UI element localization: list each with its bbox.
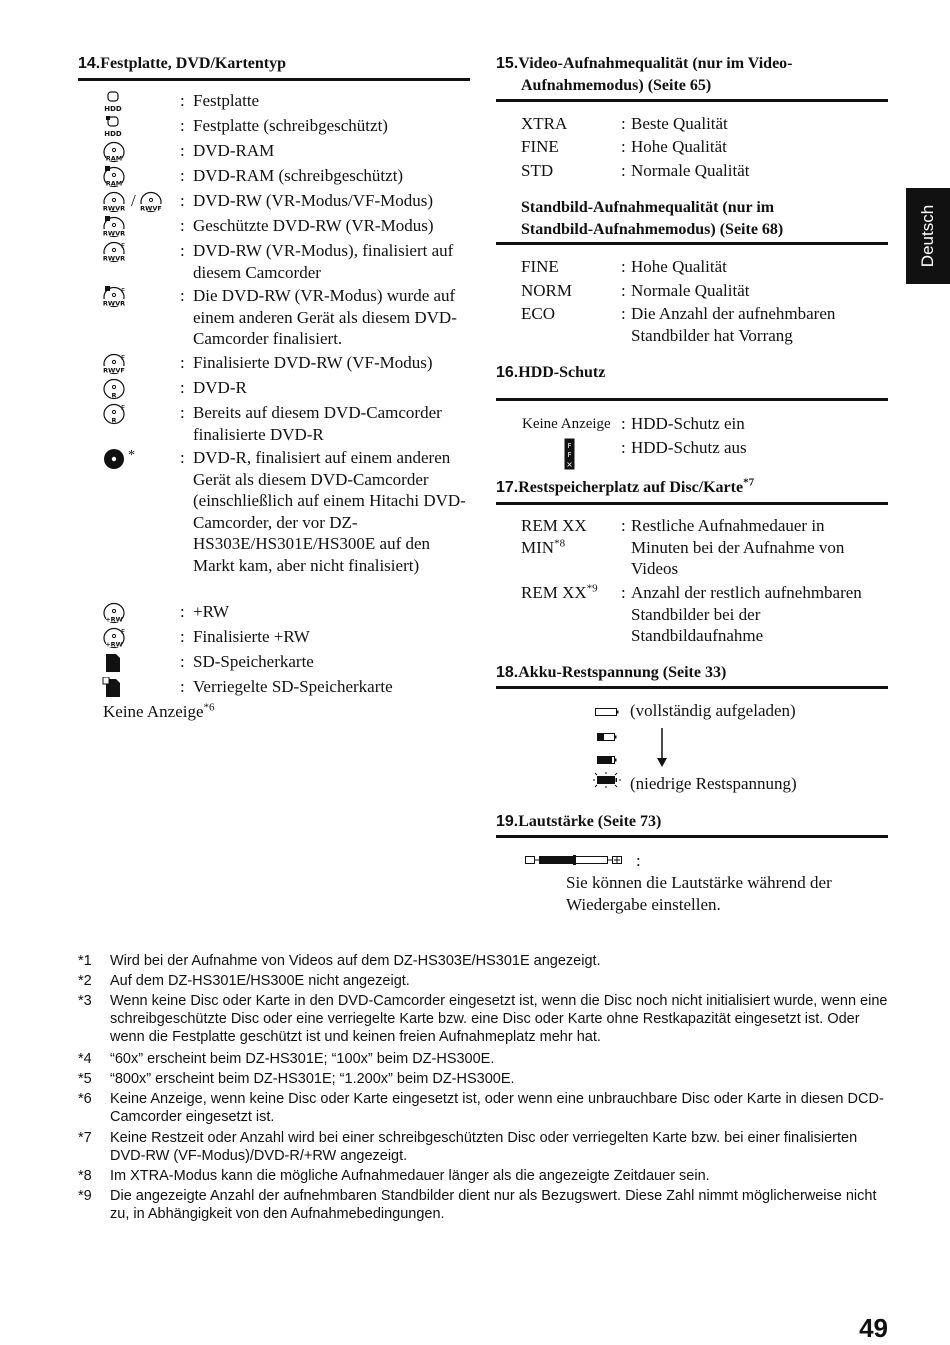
svg-text:F: F	[121, 628, 126, 636]
video-quality-desc: Hohe Qualität	[631, 137, 727, 156]
footnote-mark: *7	[78, 1130, 92, 1146]
dvd-ram-icon	[102, 141, 128, 168]
plus-rw-icon	[102, 602, 128, 629]
rem-count-key: REM XX$^{*9}$	[521, 582, 598, 602]
media-type-desc: DVD-R	[193, 378, 247, 397]
arrow-down-icon	[656, 728, 668, 773]
colon: :	[180, 116, 185, 135]
footnote-mark: *6	[78, 1091, 92, 1107]
hdd-off-icon	[564, 438, 575, 475]
footnote-text: Keine Restzeit oder Anzahl wird bei einer schreibgeschützten Disc oder verriegelten Karte bzw. bei einer finalisierten DVD-RW (VF-Modus)/DVD-R/+RW angezeigt.	[110, 1130, 858, 1164]
page-number: 49	[859, 1313, 888, 1343]
footnote-text: Keine Anzeige, wenn keine Disc oder Karte eingesetzt ist, oder wenn eine unbrauchbare Disc oder Karte in diesen DCD-Camcorder eingesetzt ist.	[110, 1091, 884, 1125]
hdd-protected-icon	[102, 116, 124, 143]
media-type-desc: DVD-R, finalisiert auf einem anderen Gerät als diesem DVD-Camcorder (einschließlich auf einem Hitachi DVD-Camcorder, der vor DZ-HS303E/HS301E/HS300E auf den Markt kam, aber nicht finalisiert)	[193, 448, 466, 575]
colon: :	[180, 191, 185, 210]
footnote-mark: *5	[78, 1071, 92, 1087]
dvd-ram-protected-icon	[102, 166, 128, 193]
colon: :	[180, 91, 185, 110]
battery-empty-blinking-icon	[593, 772, 621, 793]
video-quality-desc: Normale Qualität	[631, 161, 750, 180]
svg-text:RWVR: RWVR	[102, 229, 126, 238]
colon: :	[621, 414, 626, 433]
svg-text:HDD: HDD	[104, 130, 122, 138]
rem-count-desc: Anzahl der restlich aufnehmbaren Standbilder bei der Standbildaufnahme	[631, 583, 862, 645]
colon: :	[180, 241, 185, 260]
svg-text:+RW: +RW	[105, 615, 123, 624]
colon: :	[180, 602, 185, 621]
media-type-desc: Festplatte (schreibgeschützt)	[193, 116, 388, 135]
rem-min-desc: Restliche Aufnahmedauer in Minuten bei der Aufnahme von Videos	[631, 516, 845, 578]
media-type-desc: Die DVD-RW (VR-Modus) wurde auf einem anderen Gerät als diesem DVD-Camcorder finalisiert.	[193, 286, 457, 348]
colon: :	[636, 851, 641, 870]
disc-finalized-other-icon	[102, 448, 135, 475]
svg-text:R: R	[111, 391, 117, 400]
media-type-desc: DVD-RW (VR-Modus/VF-Modus)	[193, 191, 434, 210]
hdd-icon	[102, 91, 124, 118]
svg-text:F: F	[567, 451, 572, 459]
section-18-heading: 18.Akku-Restspannung (Seite 33)	[496, 664, 727, 681]
svg-text:RWVR: RWVR	[102, 254, 126, 263]
hdd-protect-key: Keine Anzeige	[522, 416, 611, 432]
no-display-label: Keine Anzeige$^{*6}$	[103, 701, 215, 721]
colon: :	[621, 137, 626, 156]
colon: :	[621, 438, 626, 457]
still-quality-desc: Hohe Qualität	[631, 257, 727, 276]
svg-text:RAM: RAM	[105, 179, 123, 188]
media-type-desc: Bereits auf diesem DVD-Camcorder finalisierte DVD-R	[193, 403, 442, 444]
section-18-rule	[496, 686, 888, 689]
language-tab: Deutsch	[906, 188, 950, 284]
media-type-desc: DVD-RAM	[193, 141, 275, 160]
colon: :	[621, 281, 626, 300]
colon: :	[180, 166, 185, 185]
footnote-text: Im XTRA-Modus kann die mögliche Aufnahmedauer länger als die angezeigte Zeitdauer sein.	[110, 1168, 710, 1184]
footnote-mark: *8	[78, 1168, 92, 1184]
still-quality-desc: Normale Qualität	[631, 281, 750, 300]
svg-text:RWVR: RWVR	[102, 299, 126, 308]
colon: :	[180, 652, 185, 671]
section-19-rule	[496, 835, 888, 838]
media-type-desc: SD-Speicherkarte	[193, 652, 314, 671]
svg-text:F: F	[121, 287, 126, 295]
battery-low-desc: (niedrige Restspannung)	[630, 774, 797, 793]
footnote-text: Wird bei der Aufnahme von Videos auf dem DZ-HS303E/HS301E angezeigt.	[110, 953, 601, 969]
section-14-rule	[78, 78, 470, 81]
media-type-desc: DVD-RW (VR-Modus), finalisiert auf diesem Camcorder	[193, 241, 454, 282]
colon: :	[621, 161, 626, 180]
footnote-text: Die angezeigte Anzahl der aufnehmbaren Standbilder dient nur als Bezugswert. Diese Zahl nimmt möglicherweise nicht zu, in Abhängigkeit von den Aufnahmebedingungen.	[110, 1188, 877, 1222]
svg-text:F: F	[567, 442, 572, 450]
battery-full-desc: (vollständig aufgeladen)	[630, 701, 796, 720]
svg-text:+RW: +RW	[105, 640, 123, 649]
svg-text:F: F	[121, 404, 126, 412]
media-type-desc: Geschützte DVD-RW (VR-Modus)	[193, 216, 434, 235]
sd-card-icon	[102, 652, 124, 679]
footnote-mark: *9	[78, 1188, 92, 1204]
footnote-text: Wenn keine Disc oder Karte in den DVD-Camcorder eingesetzt ist, wenn die Disc noch nicht initialisiert wurde, wenn eine schreibgeschützte Disc oder eine verriegelte Karte bzw. eine Disc oder Karte ohne Restkapazität eingesetzt ist. Oder wenn die Festplatte geschützt ist und keinen freien Aufnahmeplatz mehr hat.	[110, 993, 888, 1045]
svg-text:F: F	[121, 242, 126, 250]
battery-mid-icon	[597, 729, 617, 747]
volume-desc: Sie können die Lautstärke während der Wiedergabe einstellen.	[566, 873, 832, 914]
footnote-mark: *2	[78, 973, 92, 989]
still-quality-key: NORM	[521, 281, 573, 300]
video-quality-key: XTRA	[521, 114, 568, 133]
footnote-mark: *1	[78, 953, 92, 969]
colon: :	[621, 114, 626, 133]
colon: :	[621, 257, 626, 276]
footnote-mark: *4	[78, 1051, 92, 1067]
still-quality-key: ECO	[521, 304, 555, 323]
dvd-rw-finalized-icon	[102, 241, 128, 268]
section-15-rule	[496, 99, 888, 102]
svg-text:×: ×	[566, 460, 573, 469]
media-type-desc: +RW	[193, 602, 230, 621]
colon: :	[621, 516, 626, 535]
svg-text:HDD: HDD	[104, 105, 122, 113]
hdd-protect-on-desc: HDD-Schutz ein	[631, 414, 745, 433]
colon: :	[180, 403, 185, 422]
section-19-heading: 19.Lautstärke (Seite 73)	[496, 813, 662, 830]
colon: :	[180, 353, 185, 372]
still-quality-heading: Standbild-Aufnahmequalität (nur im Standbild-Aufnahmemodus) (Seite 68)	[521, 199, 784, 238]
svg-text:F: F	[121, 354, 126, 362]
footnote-text: Auf dem DZ-HS301E/HS300E nicht angezeigt.	[110, 973, 410, 989]
dvd-rw-vr-vf-icon	[102, 191, 165, 218]
volume-bar-icon	[525, 853, 625, 871]
video-quality-desc: Beste Qualität	[631, 114, 728, 133]
media-type-desc: Finalisierte DVD-RW (VF-Modus)	[193, 353, 433, 372]
svg-text:RWVF: RWVF	[139, 204, 162, 213]
still-quality-desc: Die Anzahl der aufnehmbaren Standbilder hat Vorrang	[631, 304, 836, 345]
media-type-desc: Verriegelte SD-Speicherkarte	[193, 677, 393, 696]
sd-card-locked-icon	[102, 677, 124, 704]
battery-full-icon	[595, 704, 619, 722]
dvd-rw-vf-finalized-icon	[102, 353, 128, 380]
colon: :	[180, 378, 185, 397]
dvd-r-finalized-icon	[102, 403, 128, 430]
dvd-rw-other-finalized-icon	[102, 286, 128, 313]
colon: :	[180, 627, 185, 646]
footnote-mark: *3	[78, 993, 92, 1009]
svg-text:RWVF: RWVF	[103, 366, 125, 375]
media-type-desc: DVD-RAM (schreibgeschützt)	[193, 166, 404, 185]
video-quality-key: FINE	[521, 137, 559, 156]
footnote-text: “800x” erscheint beim DZ-HS301E; “1.200x” beim DZ-HS300E.	[110, 1071, 515, 1087]
colon: :	[180, 141, 185, 160]
battery-low-icon	[597, 752, 617, 770]
still-quality-key: FINE	[521, 257, 559, 276]
section-17-heading: 17.Restspeicherplatz auf Disc/Karte$^{*7}$	[496, 476, 755, 496]
hdd-protect-off-desc: HDD-Schutz aus	[631, 438, 747, 457]
svg-text:R: R	[111, 416, 117, 425]
colon: :	[180, 677, 185, 696]
svg-text:RAM: RAM	[105, 154, 123, 163]
section-15-heading: 15.Video-Aufnahmequalität (nur im Video- Aufnahmemodus) (Seite 65)	[496, 55, 793, 94]
section-16-heading: 16.HDD-Schutz	[496, 364, 606, 381]
asterisk-mark: *	[128, 448, 135, 463]
colon: :	[180, 286, 185, 305]
still-quality-rule	[496, 242, 888, 245]
slash-separator: /	[131, 191, 136, 210]
video-quality-key: STD	[521, 161, 554, 180]
colon: :	[180, 216, 185, 235]
media-type-desc: Finalisierte +RW	[193, 627, 310, 646]
dvd-rw-protected-icon	[102, 216, 128, 243]
section-14-heading: 14.Festplatte, DVD/Kartentyp	[78, 55, 286, 72]
section-17-rule	[496, 502, 888, 505]
svg-text:RWVR: RWVR	[102, 204, 126, 213]
colon: :	[621, 583, 626, 602]
plus-rw-finalized-icon	[102, 627, 128, 654]
colon: :	[180, 448, 185, 467]
footnote-text: “60x” erscheint beim DZ-HS301E; “100x” beim DZ-HS300E.	[110, 1051, 495, 1067]
colon: :	[621, 304, 626, 323]
media-type-desc: Festplatte	[193, 91, 260, 110]
rem-min-key: REM XX MIN$^{*8}$	[521, 516, 587, 557]
section-16-rule	[496, 398, 888, 401]
dvd-r-icon	[102, 378, 128, 405]
